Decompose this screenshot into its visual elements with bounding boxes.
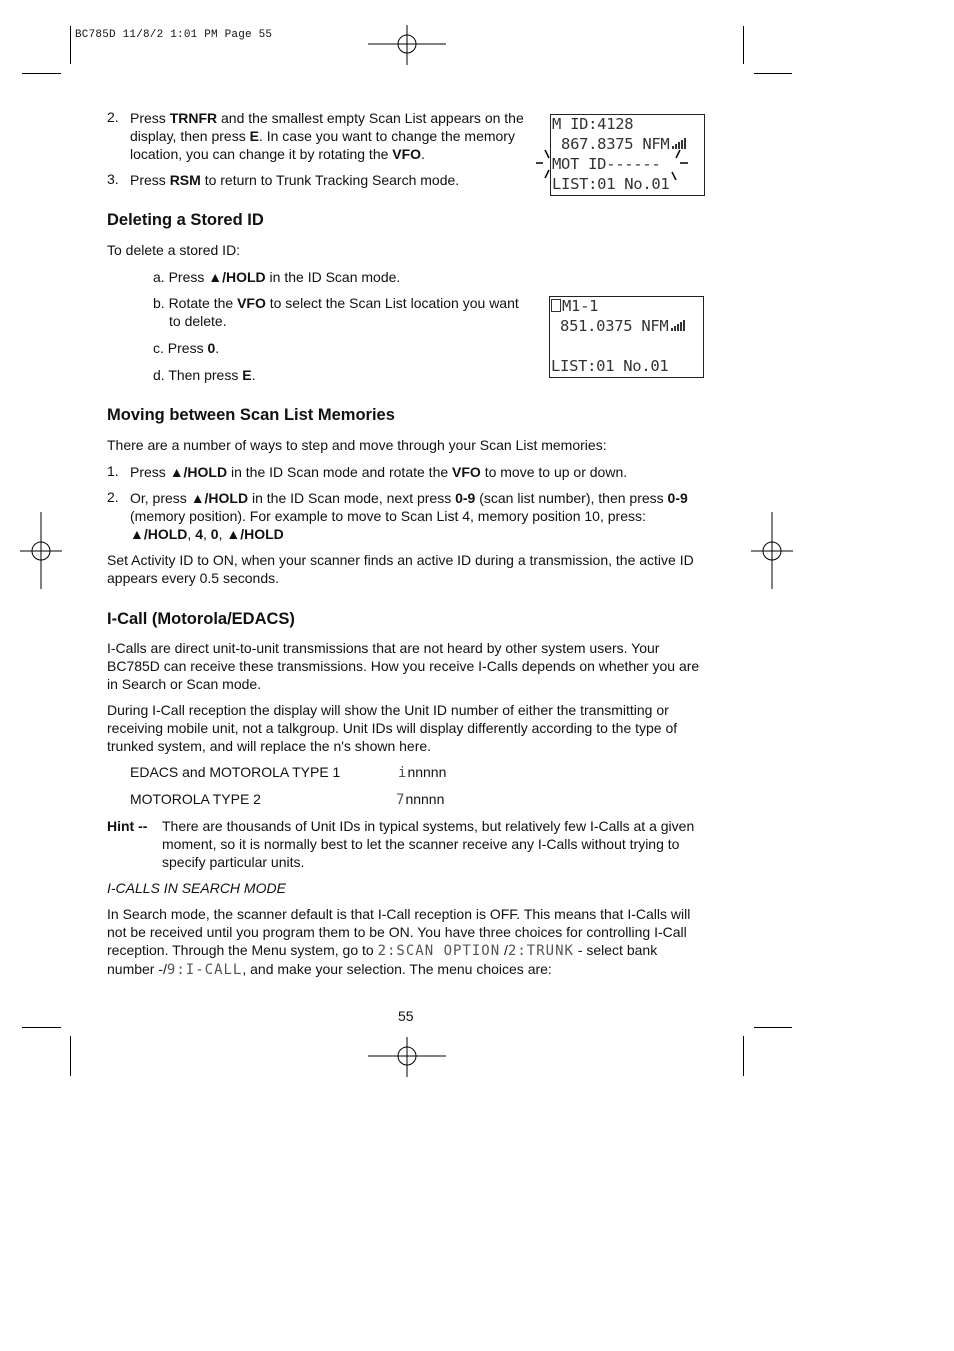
registration-mark-left xyxy=(20,512,64,590)
step-rsm: Press RSM to return to Trunk Tracking Search mode. xyxy=(130,172,460,188)
unit-id-format: innnnn xyxy=(398,764,447,781)
lcd-line: 851.0375 NFM xyxy=(551,317,686,335)
lcd-display-2 xyxy=(549,296,704,378)
step-number: 2. xyxy=(107,109,119,125)
activity-text: Set Activity ID to ON, when your scanner finds an active ID during a transmission, the active ID appears every 0.5 seconds. xyxy=(107,552,694,586)
blink-indicator-icon xyxy=(532,140,697,190)
crop-mark xyxy=(22,73,61,74)
registration-mark-top xyxy=(368,24,448,66)
crop-mark xyxy=(754,1027,792,1028)
lcd-line: M1-1 xyxy=(551,297,598,315)
search-mode-paragraph: In Search mode, the scanner default is that I-Call reception is OFF. This means that I-Calls will not be received until you program them to be ON. You have three choices for controlling I-Call reception. Through the Menu system, go to 2:SCAN OPTION /2:TRUNK - select bank number -/9:I-CALL, and make your selection. The menu choices are: xyxy=(107,906,691,978)
lcd-line-blinking: MOT ID------ xyxy=(552,155,661,173)
hint-label: Hint -- xyxy=(107,818,148,834)
unit-id-format: 7nnnnn xyxy=(396,791,445,808)
lcd-line: LIST:01 No.01 xyxy=(551,357,669,375)
lcd-line: 867.8375 NFM xyxy=(552,135,687,153)
delete-step-c: c. Press 0. xyxy=(153,340,220,356)
move-step-2: Or, press ▲/HOLD in the ID Scan mode, next press 0-9 (scan list number), then press 0-9 (memory position). For example to move to Scan List 4, memory position 10, press: ▲/HOLD, 4, 0, ▲/HOLD xyxy=(130,490,688,542)
section-heading: I-Call (Motorola/EDACS) xyxy=(107,610,295,628)
unit-type-label: EDACS and MOTOROLA TYPE 1 xyxy=(130,764,341,780)
step-number: 3. xyxy=(107,171,119,187)
print-slug: BC785D 11/8/2 1:01 PM Page 55 xyxy=(75,29,273,41)
memory-icon xyxy=(551,299,561,312)
move-step-1: Press ▲/HOLD in the ID Scan mode and rotate the VFO to move to up or down. xyxy=(130,464,628,480)
icall-paragraph-2: During I-Call reception the display will show the Unit ID number of either the transmitting or receiving mobile unit, not a talkgroup. Unit IDs will display differently according to the type of trunked system, and will replace the n's shown here. xyxy=(107,702,678,754)
lcd-line: LIST:01 No.01 xyxy=(552,175,670,193)
section-heading: Deleting a Stored ID xyxy=(107,211,264,229)
subheading: I-CALLS IN SEARCH MODE xyxy=(107,880,286,896)
hint-text: There are thousands of Unit IDs in typical systems, but relatively few I-Calls at a given moment, so it is normally best to let the scanner receive any I-Calls without trying to specify particular units. xyxy=(162,818,695,870)
registration-mark-right xyxy=(751,512,795,590)
step-number: 1. xyxy=(107,463,119,479)
crop-mark xyxy=(22,1027,61,1028)
delete-step-a: a. Press ▲/HOLD in the ID Scan mode. xyxy=(153,269,401,285)
unit-type-label: MOTOROLA TYPE 2 xyxy=(130,791,261,807)
step-trnfr: Press TRNFR and the smallest empty Scan List appears on the display, then press E. In case you want to change the memory location, you can change it by rotating the VFO. xyxy=(130,110,524,162)
delete-step-b: b. Rotate the VFO to select the Scan List location you want to delete. xyxy=(153,295,519,329)
section-heading: Moving between Scan List Memories xyxy=(107,406,395,424)
crop-mark xyxy=(743,1036,744,1076)
crop-mark xyxy=(70,1036,71,1076)
signal-strength-icon xyxy=(671,317,686,335)
crop-mark xyxy=(743,26,744,64)
delete-step-d: d. Then press E. xyxy=(153,367,256,383)
registration-mark-bottom xyxy=(368,1036,448,1078)
page-number: 55 xyxy=(398,1008,414,1024)
icall-paragraph-1: I-Calls are direct unit-to-unit transmissions that are not heard by other system users. Your BC785D can receive these transmissions. How you receive I-Calls depends on whether you are in Search or Scan mode. xyxy=(107,640,700,692)
intro-text: There are a number of ways to step and move through your Scan List memories: xyxy=(107,437,607,453)
crop-mark xyxy=(70,26,71,64)
intro-text: To delete a stored ID: xyxy=(107,242,241,258)
step-number: 2. xyxy=(107,489,119,505)
crop-mark xyxy=(754,73,792,74)
lcd-line: M ID:4128 xyxy=(552,115,634,133)
